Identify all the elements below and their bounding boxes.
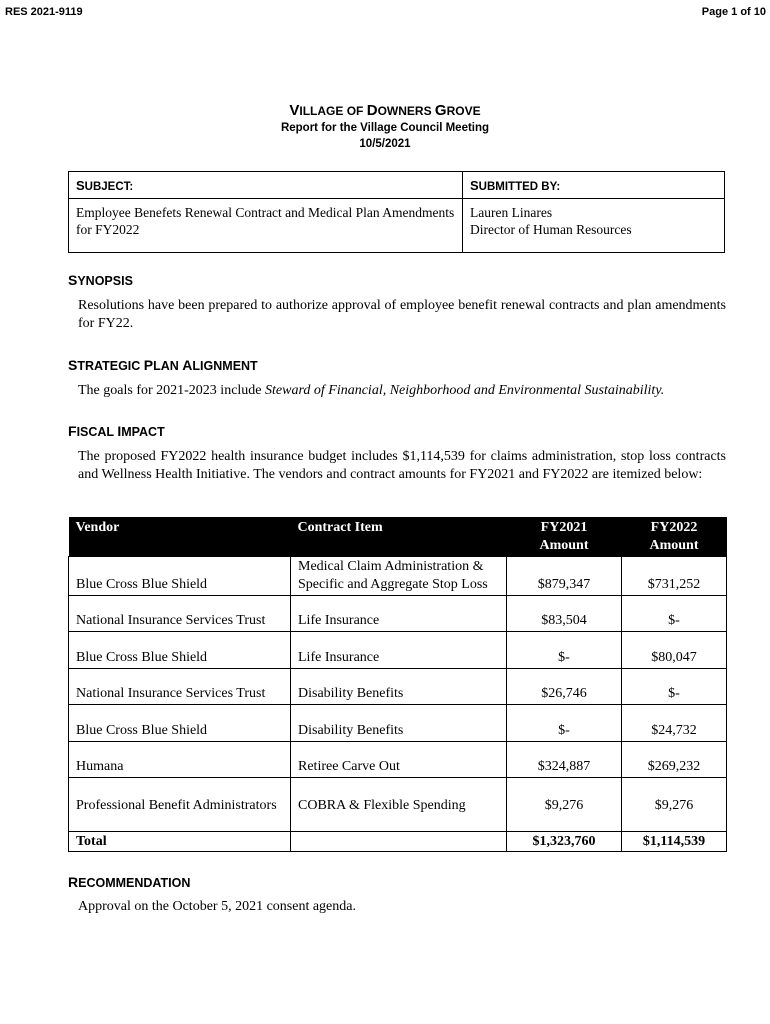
submitter-name: Lauren Linares xyxy=(470,205,553,220)
submitter-info xyxy=(463,199,725,253)
fy2022-cell: $731,252 xyxy=(622,557,727,596)
contract-item-cell: Life Insurance xyxy=(291,596,507,632)
submitter-title: Director of Human Resources xyxy=(470,221,632,237)
vendor-cell: Blue Cross Blue Shield xyxy=(69,632,291,669)
fy2021-cell: $- xyxy=(507,705,622,742)
subject-table xyxy=(68,171,725,253)
table-row xyxy=(69,596,727,632)
total-empty-cell xyxy=(291,832,507,852)
strategic-text: The goals for 2021-2023 include Steward of Financial, Neighborhood and Environmental Sustainability. xyxy=(78,383,665,398)
fy2022-cell: $- xyxy=(622,596,727,632)
fy2021-cell: $9,276 xyxy=(507,778,622,832)
contract-item-cell: Disability Benefits xyxy=(291,705,507,742)
page-title: VILLAGE OF DOWNERS GROVE xyxy=(289,102,481,119)
fy2022-cell: $269,232 xyxy=(622,742,727,778)
fiscal-heading: FISCAL IMPACT xyxy=(68,423,165,439)
page-number: Page 1 of 10 xyxy=(701,6,766,18)
total-row xyxy=(69,832,727,852)
recommendation-text: Approval on the October 5, 2021 consent agenda. xyxy=(78,899,356,914)
contract-item-cell: Retiree Carve Out xyxy=(291,742,507,778)
contract-item-cell: Medical Claim Administration & Specific and Aggregate Stop Loss xyxy=(291,557,507,596)
table-row xyxy=(69,632,727,669)
fy2021-cell: $324,887 xyxy=(507,742,622,778)
subject-label: SUBJECT: xyxy=(69,172,463,199)
fy2021-cell: $26,746 xyxy=(507,669,622,705)
vendor-cell: National Insurance Services Trust xyxy=(69,596,291,632)
contract-item-cell: COBRA & Flexible Spending xyxy=(291,778,507,832)
recommendation-heading: RECOMMENDATION xyxy=(68,874,191,890)
vendor-table xyxy=(68,517,727,852)
table-row xyxy=(69,669,727,705)
fy2021-cell: $83,504 xyxy=(507,596,622,632)
fy2022-cell: $24,732 xyxy=(622,705,727,742)
col-header-fy2022: FY2022 Amount xyxy=(622,517,727,557)
col-header-fy2021: FY2021 Amount xyxy=(507,517,622,557)
total-fy2022: $1,114,539 xyxy=(622,832,727,852)
contract-item-cell: Disability Benefits xyxy=(291,669,507,705)
synopsis-text: Resolutions have been prepared to authorize approval of employee benefit renewal contracts and plan amendments for FY22. xyxy=(78,298,726,331)
document-id: RES 2021-9119 xyxy=(5,6,83,18)
strategic-heading: STRATEGIC PLAN ALIGNMENT xyxy=(68,357,258,373)
fy2022-cell: $9,276 xyxy=(622,778,727,832)
vendor-cell: Blue Cross Blue Shield xyxy=(69,705,291,742)
vendor-cell: National Insurance Services Trust xyxy=(69,669,291,705)
fy2021-cell: $879,347 xyxy=(507,557,622,596)
vendor-cell: Blue Cross Blue Shield xyxy=(69,557,291,596)
table-row xyxy=(69,742,727,778)
col-header-vendor: Vendor xyxy=(69,517,291,557)
table-row xyxy=(69,778,727,832)
vendor-cell: Humana xyxy=(69,742,291,778)
col-header-contract-item: Contract Item xyxy=(291,517,507,557)
fy2022-cell: $80,047 xyxy=(622,632,727,669)
vendor-cell: Professional Benefit Administrators xyxy=(69,778,291,832)
table-row xyxy=(69,705,727,742)
report-subtitle: Report for the Village Council Meeting xyxy=(280,122,490,134)
fy2022-cell: $- xyxy=(622,669,727,705)
fy2021-cell: $- xyxy=(507,632,622,669)
contract-item-cell: Life Insurance xyxy=(291,632,507,669)
total-fy2021: $1,323,760 xyxy=(507,832,622,852)
submitted-by-label: SUBMITTED BY: xyxy=(463,172,725,199)
table-row xyxy=(69,557,727,596)
meeting-date: 10/5/2021 xyxy=(359,138,411,150)
fiscal-text: The proposed FY2022 health insurance budget includes $1,114,539 for claims administration, stop loss contracts and Wellness Health Initiative. The vendors and contract amounts for FY2021 and FY2022 are itemized below: xyxy=(78,449,726,482)
synopsis-heading: SYNOPSIS xyxy=(68,272,133,288)
subject-text: Employee Benefets Renewal Contract and Medical Plan Amendments for FY2022 xyxy=(69,199,463,253)
total-label: Total xyxy=(69,832,291,852)
